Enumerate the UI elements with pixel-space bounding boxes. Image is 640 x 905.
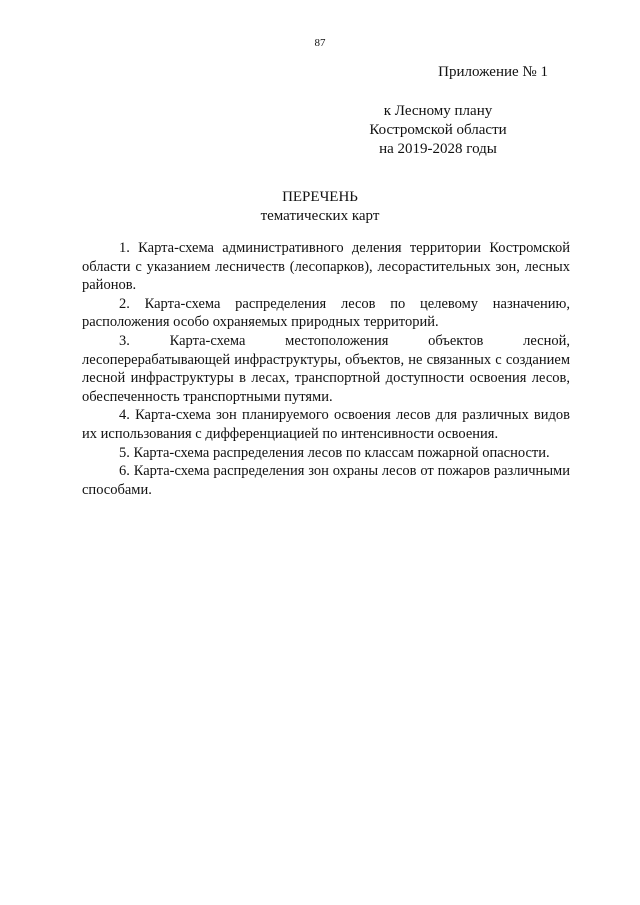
list-item: 1. Карта-схема административного деления территории Костромской области с указанием лесничеств (лесопарков), лесорастительных зон, лесных районов. (82, 240, 570, 294)
plan-reference-line: на 2019-2028 годы (379, 141, 497, 157)
document-subtitle: тематических карт (260, 208, 380, 224)
map-list (82, 239, 570, 499)
document-title: ПЕРЕЧЕНЬ (282, 189, 358, 205)
plan-reference-line: Костромской области (369, 122, 507, 138)
page-number: 87 (314, 37, 326, 49)
list-item: 6. Карта-схема распределения зон охраны лесов от пожаров различными способами. (82, 463, 570, 498)
list-item: 2. Карта-схема распределения лесов по целевому назначению, расположения особо охраняемых природных территорий. (82, 295, 570, 331)
list-item: 5. Карта-схема распределения лесов по классам пожарной опасности. (119, 444, 550, 461)
plan-reference (328, 102, 548, 159)
list-item: 3. Карта-схема местоположения объектов лесной, лесоперерабатывающей инфраструктуры, объектов, не связанных с созданием лесной инфраструктуры в лесах, транспортной доступности освоения лесов, обеспеченность транспортными путями. (82, 332, 570, 405)
plan-reference-line: к Лесному плану (383, 103, 493, 119)
appendix-label: Приложение № 1 (438, 64, 548, 80)
list-item: 4. Карта-схема зон планируемого освоения лесов для различных видов их использования с дифференциацией по интенсивности освоения. (82, 407, 570, 442)
list-heading (0, 188, 640, 226)
